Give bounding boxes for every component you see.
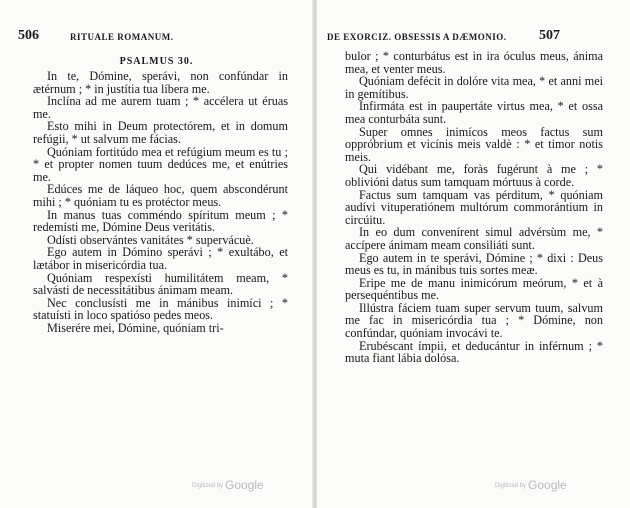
verse: In manus tuas comméndo spíritum meum ; * redemísti me, Dómine Deus veritátis. bbox=[33, 207, 288, 235]
verse: Odísti observántes vanitátes * supervácuè. bbox=[47, 232, 254, 247]
right-page-text bbox=[345, 50, 603, 365]
verse: Factus sum tamquam vas pérditum, * quóniam audívi vituperatiónem multórum commorántium in circúitu. bbox=[345, 187, 603, 227]
verse: Qui vidébant me, foràs fugérunt à me ; * oblivióni datus sum tamquam mórtuus à corde. bbox=[345, 162, 603, 189]
watermark-text: Google bbox=[225, 478, 264, 492]
verse: Illústra fáciem tuam super servum tuum, salvum me fac in misericórdia tua ; * Dómine, non confúndar, quóniam invocávi te. bbox=[345, 300, 603, 341]
running-title: RITUALE ROMANUM. bbox=[70, 32, 174, 42]
watermark-small-text: Digitized by bbox=[192, 482, 224, 489]
verse: In te, Dómine, sperávi, non confúndar in ætérnum ; * in justítia tua líbera me. bbox=[33, 69, 288, 96]
verse: In eo dum convenírent simul advérsùm me, * accípere ánimam meam consiliáti sunt. bbox=[345, 225, 603, 252]
google-watermark bbox=[192, 478, 264, 492]
left-page-text bbox=[33, 70, 288, 334]
watermark-text: Google bbox=[528, 478, 567, 492]
verse: Erubéscant ímpii, et deducántur in inférnum ; * muta fiant lábia dolósa. bbox=[345, 338, 603, 366]
verse: Quóniam fortitúdo mea et refúgium meum es tu ; * et propter nomen tuum dedúces me, et enútries me. bbox=[33, 144, 288, 184]
verse: Nec conclusísti me in mánibus inimíci ; * statuísti in loco spatióso pedes meos. bbox=[33, 295, 288, 323]
running-title: DE EXORCIZ. OBSESSIS A DÆMONIO. bbox=[327, 32, 507, 42]
verse: Eripe me de manu inimicórum meórum, * et à persequéntibus me. bbox=[345, 275, 603, 303]
google-watermark bbox=[495, 478, 567, 492]
verse: Inclína ad me aurem tuam ; * accélera ut éruas me. bbox=[33, 94, 288, 121]
page-number: 506 bbox=[18, 28, 39, 43]
watermark-small-text: Digitized by bbox=[495, 482, 527, 489]
verse: Edúces me de láqueo hoc, quem abscondérunt mihi ; * quóniam tu es protéctor meus. bbox=[33, 182, 288, 209]
page-number: 507 bbox=[539, 28, 560, 43]
verse: bulor ; * conturbátus est in ira óculus meus, ánima mea, et venter meus. bbox=[345, 49, 603, 76]
verse: Miserére mei, Dómine, quóniam tri- bbox=[47, 320, 224, 335]
verse: Ego autem in Dómino sperávi ; * exultábo, et lætábor in misericórdia tua. bbox=[33, 245, 288, 272]
verse: Infirmáta est in paupertáte virtus mea, * et ossa mea conturbáta sunt. bbox=[345, 99, 603, 126]
verse: Esto mihi in Deum protectórem, et in domum refúgii, * ut salvum me fácias. bbox=[33, 119, 288, 146]
verse: Quóniam respexísti humilitátem meam, * salvásti de necessitátibus ánimam meam. bbox=[33, 270, 288, 298]
verse: Super omnes inimícos meos factus sum oppróbrium et vicínis meis valdè : * et timor notis meis. bbox=[345, 124, 603, 164]
left-page bbox=[0, 0, 313, 508]
verse: Quóniam defécit in dolóre vita mea, * et anni mei in gemítibus. bbox=[345, 74, 603, 101]
verse: Ego autem in te sperávi, Dómine ; * dixi : Deus meus es tu, in mánibus tuis sortes meæ. bbox=[345, 250, 603, 278]
right-page bbox=[317, 0, 630, 508]
psalm-heading: PSALMUS 30. bbox=[119, 56, 194, 67]
